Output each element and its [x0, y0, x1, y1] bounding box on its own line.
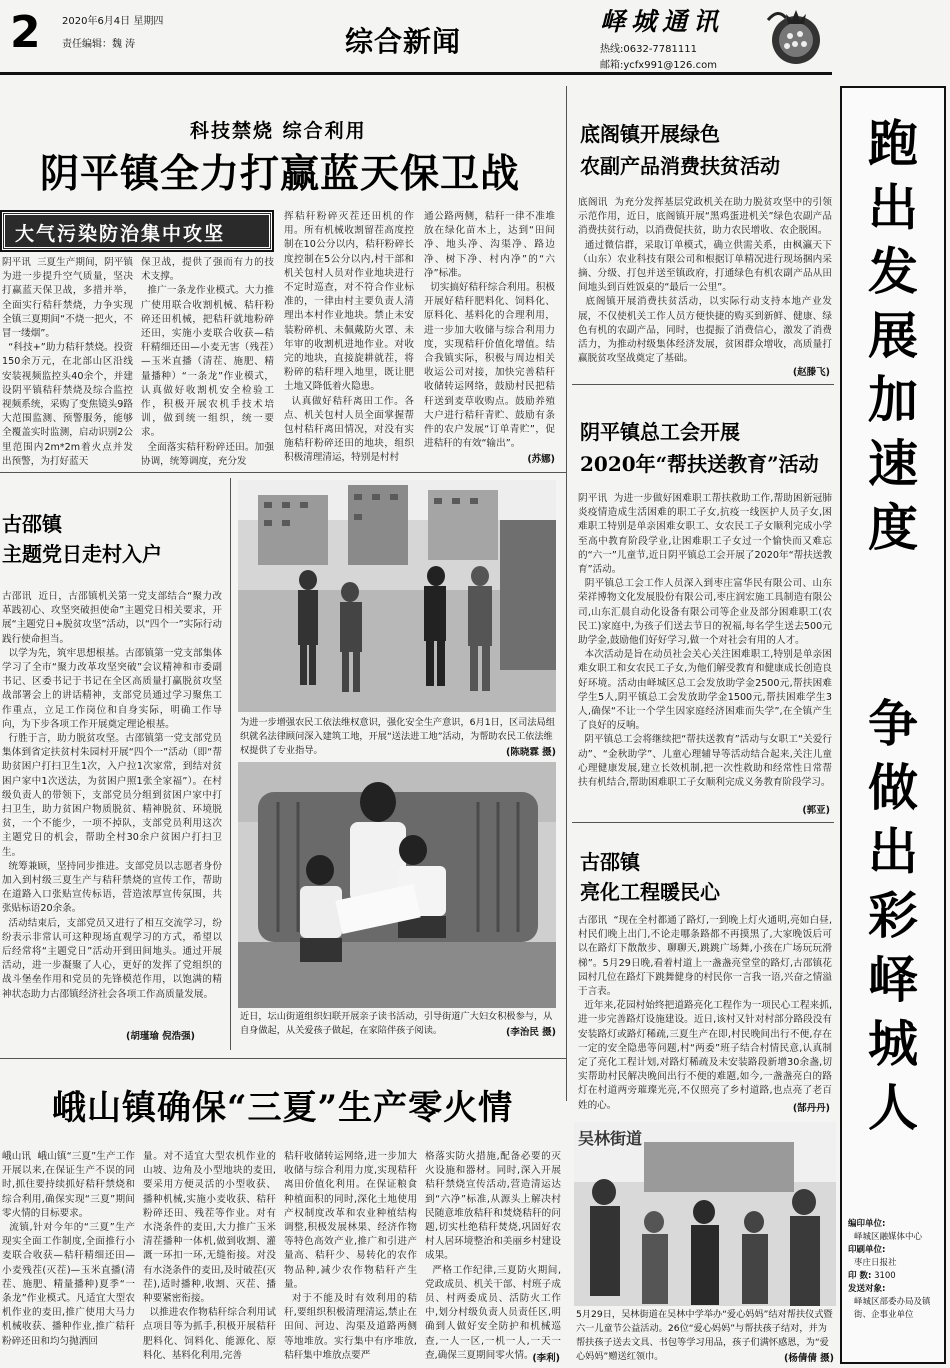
- slogan-char: 彩: [868, 887, 918, 945]
- lead-kicker: 科技禁烧 综合利用: [190, 120, 367, 142]
- masthead: [0, 0, 950, 78]
- slogan-top: [842, 112, 944, 560]
- gubu2-text: 古邵讯 “现在全村都通了路灯,一到晚上灯火通明,亮如白昼,村民们晚上出门,不论走哪条路都不再摸黑了,大家晚饭后可以在路灯下散散步、聊聊天,跳跳广场舞,小孩在广场玩玩滑梯”。5月29日晚,看着村道上一盏盏亮堂堂的路灯,古邵镇花园村几位在路灯下跳舞健身的村民你一言我一语,兴奋之情溢于言表。 近年来,花园村始终把道路亮化工程作为一项民心工程来抓,进一步完善路灯设施建设。近日,该村又针对村部分路段没有安装路灯或路灯稀疏,三夏生产在即,村民晚间出行不便,存在一定的安全隐患等问题,村“两委”班子结合村情民意,认真制定了亮化工程计划,对路灯稀疏及未安装路段新增30余盏,切实帮助村民解决晚间出行不便的难题,如今,一盏盏亮白的路灯在村道两旁璀璨光亮,不仅照亮了乡村道路,也点亮了老百姓的心。: [578, 915, 832, 1111]
- emshan-col-1: 峨山讯 峨山镇“三夏”生产工作开展以来,在保证生产不误的同时,抓住要持续抓好秸秆禁烧和综合利用,确保实现“三夏”期间零火情的目标要求。 流镇,针对今年的“三夏”生产现实全面工作制度,全面推行小麦联合收获—秸秆精细还田—小麦残茬(灭茬)—玉米直播(清茬、施肥、精量播种)夏季“一条龙”作业模式。凡适宜大型农机作业的麦田,推广使用大马力机械收获、播种作业,推广秸秆粉碎还田和均匀抛洒回: [2, 1151, 135, 1347]
- emshan-col-4: 格落实防火措施,配备必要的灭火设施和器材。同时,深入开展秸秆禁烧宣传活动,营造清运达到“六净”标准,从源头上解决村民随意堆放秸秆和焚烧秸秆的问题,切实杜绝秸秆焚烧,巩固好农村人居环境整治和美丽乡村建设成果。 严格工作纪律,三夏防火期间,党政成员、机关干部、村班子成员、村两委成员、活防火工作中,划分村级负责人员责任区,明确到人做好安全防护和机械巡查,一人一区,一机一人,一天一查,确保三夏期间零火情。: [425, 1151, 561, 1361]
- photo-mothers-ceremony: [574, 1122, 836, 1306]
- info-label: 发送对象:: [848, 1284, 886, 1294]
- gubu1-title-1: 古邵镇: [2, 512, 62, 536]
- editor: 责任编辑：魏 涛: [62, 39, 136, 50]
- column-divider: [566, 86, 567, 1101]
- lead-headline: 阴平镇全力打赢蓝天保卫战: [40, 151, 521, 197]
- photo3-caption: 5月29日，吴林街道在吴林中学举办“爱心妈妈”结对帮扶仪式暨六一儿童节公益活动。26位“爱心妈妈”与帮扶孩子结对，并为帮扶孩子送去文具、书包等学习用品，孩子们满怀感恩，为“爱心妈妈”赠送红领巾。: [576, 1309, 833, 1362]
- hotline: 热线:0632-7781111: [600, 44, 697, 55]
- photo-family-reading: [238, 762, 556, 1008]
- email: 邮箱:ycfx991@126.com: [600, 60, 717, 71]
- info-label: 印刷单位:: [848, 1245, 886, 1255]
- photo1-caption: 为进一步增强农民工依法维权意识，强化安全生产意识，6月1日，区司法局组织就名法律顾问深入建筑工地，开展“送法进工地”活动，为帮助农民工依法维权提供了专业指导。: [240, 717, 555, 756]
- section-divider: [572, 822, 834, 823]
- slogan-char: 出: [868, 179, 918, 237]
- photo-construction-site: [238, 480, 556, 712]
- info-label: 编印单位:: [848, 1219, 886, 1229]
- gubu1-credit: (胡瑾瑜 倪浩强): [126, 1031, 195, 1042]
- side-strip: [840, 86, 946, 1364]
- lead-label: 大气污染防治集中攻坚: [15, 223, 226, 245]
- photo2-caption: 近日，坛山街道组织妇联开展亲子读书活动，引导街道广大妇女积极参与，从自身做起，从关爱孩子做起，在家陪伴孩子阅读。: [240, 1011, 553, 1036]
- dige-title-2: 农副产品消费扶贫活动: [580, 154, 780, 178]
- lead-col-1: 阴平讯 三夏生产期间，阴平镇为进一步提升空气质量，坚决打赢蓝天保卫战，多措并举，全面实行秸秆禁烧，力争实现全镇三夏期间“不烧一把火，不冒一缕烟”。 “科技+”助力秸秆禁烧。投资150余万元，在北部山区沿线安装视频监控头40余个，并建设阴平镇秸秆禁烧及综合监控视频系统，采购了变焦镜头9路大范围监测、预警服务，能够全覆盖实时监测，启动识别2公里范围内2m*2m着火点并发出预警，为打好蓝天: [2, 257, 133, 467]
- slogan-char: 速: [868, 435, 918, 493]
- photo1-credit: (陈晓霖 摄): [506, 747, 556, 758]
- gubu2-title-1: 古邵镇: [580, 850, 640, 874]
- section-divider: [0, 1058, 566, 1059]
- dige-text: 底阁讯 为充分发挥基层党政机关在助力脱贫攻坚中的引领示范作用，近日，底阁镇开展“黑鸡蛋进机关”绿色农副产品消费扶贫行动，以消费促扶贫，助力农民增收、农企脱困。 通过微信群，采取订单模式，确立供需关系，由枫瀛天下（山东）农业科技有限公司和根据订单精况进行现场捆内采摘、分级、打包并送至镇政府，打通绿色有机农副产品从田间地头到百姓饭桌的“最后一公里”。 底阁镇开展消费扶贫活动，以实际行动支持本地产业发展，不仅使机关工作人员方便快捷的购买到新鲜、健康、绿色有机的农副产品，同时，也提振了消费信心，激发了消费活力，为推动村级集体经济发展，贫困群众增收，高质量打赢脱贫攻坚战奠定了基础。: [578, 197, 832, 365]
- slogan-char: 人: [868, 1079, 918, 1137]
- section-divider: [572, 384, 834, 385]
- slogan-char: 跑: [868, 115, 918, 173]
- dige-title-1: 底阁镇开展绿色: [580, 122, 720, 146]
- slogan-char: 城: [868, 1015, 918, 1073]
- union-text: 阴平讯 为进一步做好困难职工帮扶救助工作,帮助困新冠肺炎疫情造成生活困难的职工子女,抗疫一线医护人员子女,困难职工特别是单亲困难女职工、女农民工子女顺利完成小学至高中教育阶段学业,让困难职工子女过一个愉快而又难忘的“六一”儿童节,近日阴平镇总工会开展了2020年“帮扶送教育”活动。 阴平镇总工会工作人员深入到枣庄富华民有限公司、山东荣祥博物文化发展股份有限公司,枣庄润宏施工具制造有限公司,山东汇晨自动化设备有限公司等企业及部分困难职工(农民工)家庭中,为孩子们送去节日的祝福,每名学生送去500元助学金,鼓励他们好好学习,做一个对社会有用的人才。 本次活动是旨在动员社会关心关注困难职工,特别是单亲困难女职工和女农民工子女,为他们解受教育和健康成长创造良好环境。活动由峄城区总工会发放助学金2500元,帮扶困难学生5人,阴平镇总工会发放助学金1500元,帮扶困难学生3人,确保“不让一个学生因家庭经济困难而失学”,在全镇产生了良好的反响。 阴平镇总工会将继续把“帮扶送教育”活动与女职工“关爱行动”、“金秋助学”、儿童心理辅导等活动结合起来,关注儿童心理健康发展,建立长效机制,把一次性救助和经常性日常帮扶有机结合,帮助困难职工子女顺利完成义务教育阶段学习。: [578, 493, 832, 789]
- slogan-char: 出: [868, 823, 918, 881]
- info-value: 峄城区融媒体中心: [854, 1232, 923, 1242]
- gubu2-credit: (郜丹丹): [792, 1103, 830, 1114]
- publication-info: [848, 1218, 944, 1322]
- photo3-sign: 吴林街道: [578, 1129, 643, 1148]
- lead-label-box: [2, 212, 272, 250]
- slogan-char: 度: [868, 499, 918, 557]
- column-divider: [230, 478, 231, 1050]
- emshan-col-2: 量。对不适宜大型农机作业的山坡、边角及小型地块的麦田,要采用方便灵活的小型收获、播种机械,实施小麦收获、秸秆粉碎还田、残茬等作业。对有水浇条件的麦田,大力推广玉米清茬播种一体机,做到收割、灌溉一环扣一环,无缝衔接。对没有水浇条件的麦田,及时破茬(灭茬),适时播种,收割、灭茬、播种要紧密衔接。 以推进农作物秸秆综合利用试点项目等为抓手,积极开展秸秆肥料化、饲料化、能源化、原料化、基料化利用,完善: [143, 1151, 277, 1361]
- slogan-bottom: [842, 692, 944, 1140]
- pomegranate-logo-icon: [760, 0, 832, 72]
- emshan-col-3: 秸秆收储转运网络,进一步加大收储与综合利用力度,实现秸秆离田价值化利用。在保证粮食种植面积的同时,深化土地使用产权制度改革和农业种植结构调整,积极发展林果、经济作物等特色高效产业,推广和引进产量高、秸秆少、易转化的农作物品种,减少农作物秸秆产生量。 对于不能及时有效利用的秸秆,要组织积极清理清运,禁止在田间、河边、沟渠及道路两侧等地堆放。实行集中有序堆放,秸秆集中堆放点要严: [284, 1151, 418, 1361]
- emshan-headline: 峨山镇确保“三夏”生产零火情: [52, 1088, 514, 1128]
- family-reading-image: [238, 762, 556, 1008]
- gubu1-text: 古邵讯 近日，古邵镇机关第一党支部结合“聚力改革践初心、攻坚突破担使命”主题党日相关要求，开展“主题党日+脱贫攻坚”活动，以“四个一”实际行动践行使命担当。 以学为先，筑牢思想根基。古邵镇第一党支部集体学习了全市“聚力改革攻坚突破”会议精神和市委副书记、区委书记于书记在全区高质量打赢脱贫攻坚战部署会上的讲话精神，支部党员通过学习聚焦工作重点，立足工作岗位和自身实际，明确工作导向，为下步各项工作开展奠定理论根基。 行胜于言，助力脱贫攻坚。古邵镇第一党支部党员集体到省定扶贫村朱园村开展“四个一”活动（即“帮助贫困户打扫卫生1次，入户拉1次家常，到结对贫困户家中1次送法，为贫困户照1张全家福”）。在村级负责人的带领下，支部党员分组到贫困户家中打扫卫生，助力贫困户物质脱贫、精神脱贫、环境脱贫，一个不能少，一项不掉队，支部党员利用这次主题党日的机会，帮助全村30余户贫困户打扫卫生。 统筹兼顾，坚持同步推进。支部党员以志愿者身份加入到村级三夏生产与秸秆禁烧的宣传工作，帮助在道路入口张贴宣传标语，营造浓厚宣传氛围，共张贴标语20余条。 活动结束后，支部党员又进行了相互交流学习，纷纷表示非常认可这种现场直观学习的方式，希望以后经常将“主题党日”活动开到田间地头。通过开展活动，进一步凝聚了人心，更好的发挥了党组织的战斗堡垒作用和党员的先锋模范作用，以饱满的精神状态助力古邵镇经济社会各项工作高质量发展。: [2, 591, 223, 1000]
- slogan-char: 争: [868, 695, 918, 753]
- info-value: 枣庄日报社: [854, 1258, 897, 1268]
- slogan-char: 展: [868, 307, 918, 365]
- paper-name: 峄城通讯: [600, 7, 725, 36]
- page-number: 2: [10, 7, 41, 58]
- section-divider: [0, 472, 566, 473]
- lead-col-4: 通公路两侧，秸秆一律不准堆放在绿化苗木上，达到“田间净、地头净、沟渠净、路边净、树下净、村内净”的“六净”标准。 切实搞好秸秆综合利用。积极开展好秸秆肥料化、饲料化、原料化、基料化的合理利用，进一步加大收储与综合利用力度，实现秸秆价值化增值。结合我镇实际，积极与周边相关收运公司对接，加快完善秸秆收储转运网络，鼓励村民把秸秆送到麦草收购点。鼓励养殖大户进行秸秆青贮、鼓励有条件的农户发展“订单青贮”，促进秸秆的有效“输出”。: [424, 211, 555, 450]
- gubu2-title-2: 亮化工程暖民心: [580, 880, 720, 904]
- slogan-char: 峄: [868, 951, 918, 1009]
- lead-col-3: 挥秸秆粉碎灭茬还田机的作用。所有机械收割留茬高度控制在10公分以内，秸秆粉碎长度控制在5公分以内,村干部和机关包村人员对作业地块进行不定时巡查，对不符合作业标准的，一律由村主要负责人清理出本村作业地块。禁止未安装粉碎机、未佩戴防火罩、未年审的收割机进地作业。对收完的地块，直接旋耕就茬，将粉碎的秸秆埋入地里，既让肥土地又降低着火隐患。 认真做好秸秆离田工作。各点、机关包村人员全面掌握帮包村秸秆离田情况，对没有实施秸秆粉碎还田的地块，组织积极清理清运，特别是村村: [284, 211, 414, 464]
- slogan-char: 发: [868, 243, 918, 301]
- masthead-rule: [0, 72, 832, 75]
- lead-col-2: 保卫战，提供了强而有力的技术支撑。 推广一条龙作业模式。大力推广使用联合收割机械、秸秆粉碎还田机械，把秸秆就地粉碎还田，实施小麦联合收获—秸秆精细还田—小麦无害（残茬）—玉米直播（清茬、施肥、精量播种）“一条龙”作业模式，认真做好收割机安全检验工作，积极开展农机手技术培训，做到统一组织，统一要求。 全面落实秸秆粉碎还田。加强协调，统筹调度，充分发: [141, 257, 275, 467]
- construction-site-image: [238, 480, 556, 712]
- info-value: 3100: [874, 1271, 896, 1281]
- union-title-2: 2020年“帮扶送教育”活动: [580, 452, 819, 476]
- info-value: 峄城区部委办局及镇街、企事业单位: [854, 1297, 931, 1320]
- mothers-ceremony-image: [574, 1122, 836, 1306]
- dige-credit: (赵滕飞): [792, 367, 830, 378]
- info-label: 印 数:: [848, 1271, 872, 1281]
- photo2-credit: (李治民 摄): [506, 1027, 556, 1038]
- slogan-char: 做: [868, 759, 918, 817]
- union-credit: (郭亚): [802, 805, 830, 816]
- lead-credit: (苏娜): [527, 454, 555, 465]
- gubu1-title-2: 主题党日走村入户: [2, 542, 162, 566]
- photo3-credit: (杨倩倩 摄): [784, 1353, 834, 1364]
- union-title-1: 阴平镇总工会开展: [580, 420, 740, 444]
- issue-date: 2020年6月4日 星期四: [62, 16, 164, 27]
- emshan-credit: (李利): [532, 1353, 560, 1364]
- section-title: 综合新闻: [345, 25, 462, 58]
- slogan-char: 加: [868, 371, 918, 429]
